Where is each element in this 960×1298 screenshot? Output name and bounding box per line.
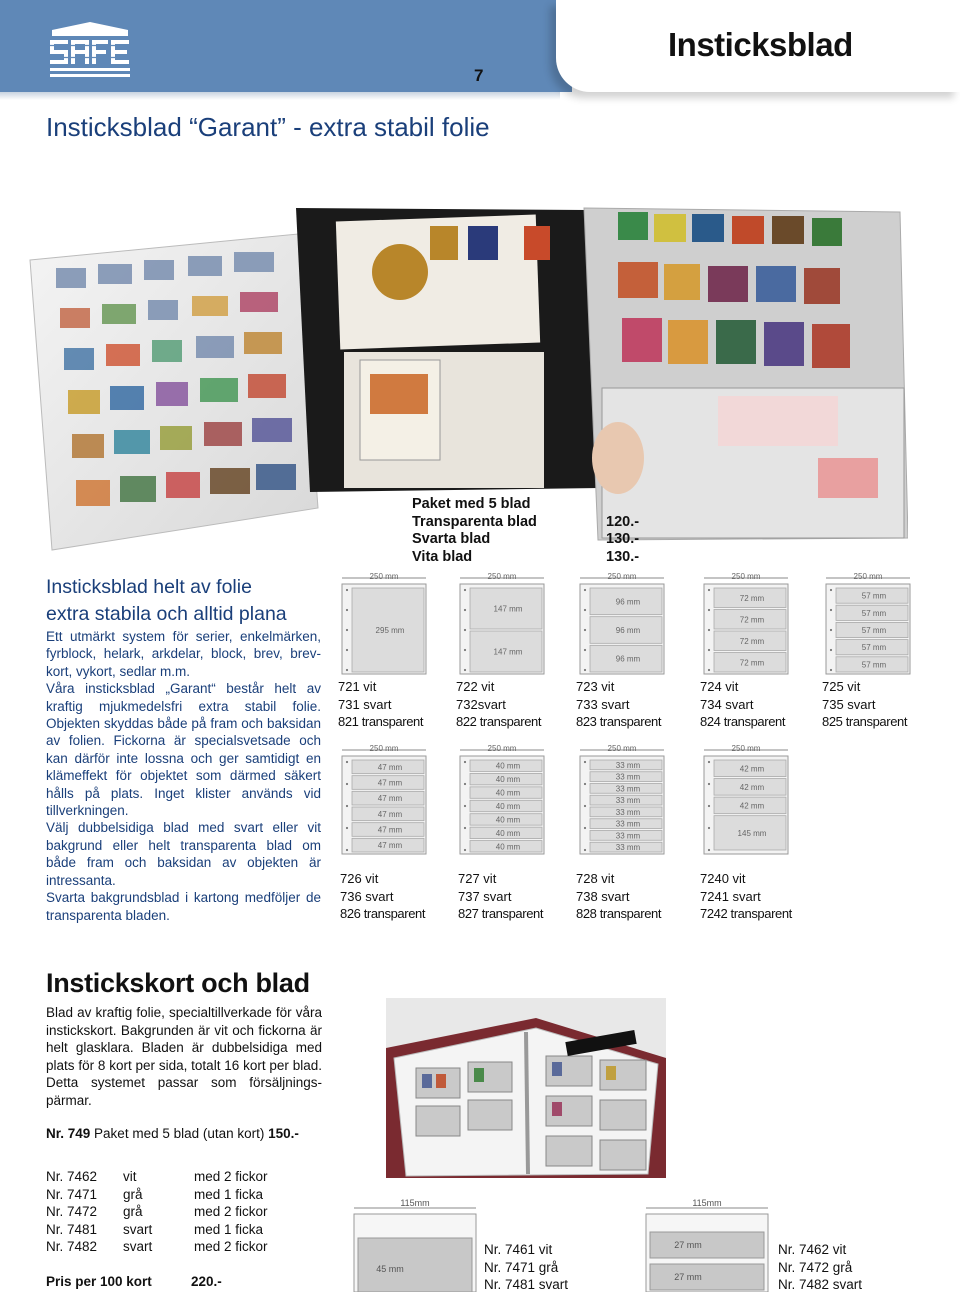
card2-width-label: 115mm xyxy=(692,1198,722,1208)
pocket-label: 72 mm xyxy=(739,636,765,646)
pocket-label: 40 mm xyxy=(495,775,521,785)
pocket-label: 72 mm xyxy=(739,615,765,625)
pocket-label: 147 mm xyxy=(493,647,523,657)
pocket-label: 96 mm xyxy=(615,597,641,607)
card-diagram-1 xyxy=(350,1198,480,1292)
sheet-labels: 725 vit 735 svart 825 transparent xyxy=(822,679,908,729)
sheet-width-label: 250 mm xyxy=(731,572,761,581)
pocket-label: 40 mm xyxy=(495,761,521,771)
card-price-table xyxy=(46,1168,268,1256)
pocket-label: 33 mm xyxy=(615,760,641,770)
card-diagram-2 xyxy=(642,1198,772,1292)
sheet-diagram xyxy=(700,572,792,676)
price-row: Vita blad 130.- xyxy=(412,548,640,565)
card2-pocket-label: 27 mm xyxy=(674,1240,702,1250)
pocket-label: 42 mm xyxy=(739,782,765,792)
pocket-label: 40 mm xyxy=(495,815,521,825)
pocket-label: 47 mm xyxy=(377,809,403,819)
section-title: Insticksblad xyxy=(668,26,853,63)
sheet-width-label: 250 mm xyxy=(487,572,517,581)
sheet-diagram xyxy=(576,744,668,856)
pocket-label: 96 mm xyxy=(615,654,641,664)
card1-pocket-label: 45 mm xyxy=(376,1264,404,1274)
safe-logo xyxy=(48,22,132,80)
pocket-label: 42 mm xyxy=(739,764,765,774)
card-price: Pris per 100 kort 220.- xyxy=(46,1274,222,1289)
pocket-label: 47 mm xyxy=(377,778,403,788)
price-row: Svarta blad 130.- xyxy=(412,531,640,547)
kort-description: Blad av kraftig folie, specialtillverkade för våra instickskort. Bakgrunden är vit och fickorna är helt glasklara. Bladen är dubbelsidiga med plats för 8 kort per sida, totalt 16 kort per blad. Detta systemet passar som försäljningspärmar. xyxy=(46,1005,322,1108)
sheet-labels: 723 vit 733 svart 823 transparent xyxy=(576,679,662,729)
sheet-diagram xyxy=(456,572,548,676)
sheet-width-label: 250 mm xyxy=(853,572,883,581)
sheet-diagram xyxy=(700,744,792,856)
kort-heading: Instickskort och blad xyxy=(46,968,310,998)
price-list xyxy=(412,496,642,566)
pocket-label: 47 mm xyxy=(377,825,403,835)
pocket-label: 33 mm xyxy=(615,784,641,794)
garant-heading: Insticksblad “Garant” - extra stabil folie xyxy=(46,112,490,142)
pocket-label: 96 mm xyxy=(615,626,641,635)
page-number: 7 xyxy=(474,66,484,85)
sheet-labels: 722 vit 732svart 822 transparent xyxy=(456,679,542,729)
pocket-label: 40 mm xyxy=(495,802,521,811)
pocket-label: 33 mm xyxy=(615,819,641,829)
sheet-diagram xyxy=(338,744,430,856)
pocket-label: 295 mm xyxy=(375,626,405,635)
pocket-label: 33 mm xyxy=(615,831,641,841)
sheet-width-label: 250 mm xyxy=(487,744,517,753)
pocket-label: 57 mm xyxy=(861,660,887,670)
card1-labels: Nr. 7461 vit Nr. 7471 grå Nr. 7481 svart xyxy=(484,1242,569,1292)
sheet-labels: 728 vit 738 svart 828 transparent xyxy=(576,871,662,921)
pocket-label: 57 mm xyxy=(861,591,887,601)
pocket-label: 47 mm xyxy=(377,762,403,772)
pocket-label: 40 mm xyxy=(495,788,521,798)
table-row: Nr. 7472 grå med 2 fickor xyxy=(46,1204,268,1219)
sheet-labels: 7240 vit 7241 svart 7242 transparent xyxy=(700,871,792,921)
sheet-labels: 727 vit 737 svart 827 transparent xyxy=(458,871,544,921)
pocket-label: 72 mm xyxy=(739,658,765,668)
card2-pocket-label: 27 mm xyxy=(674,1272,702,1282)
pocket-label: 33 mm xyxy=(615,843,641,853)
pocket-label: 57 mm xyxy=(861,608,887,618)
pocket-label: 57 mm xyxy=(861,626,887,635)
sheet-labels: 724 vit 734 svart 824 transparent xyxy=(700,679,786,729)
sheet-diagram xyxy=(338,572,430,676)
table-row: Nr. 7481 svart med 1 ficka xyxy=(46,1221,264,1237)
nr-749-line: Nr. 749 Paket med 5 blad (utan kort) 150.- xyxy=(46,1126,299,1141)
pocket-label: 40 mm xyxy=(495,828,521,838)
sheet-width-label: 250 mm xyxy=(607,572,637,581)
binder-photo xyxy=(386,998,666,1178)
pocket-label: 42 mm xyxy=(739,801,765,811)
sheet-labels: 726 vit 736 svart 826 transparent xyxy=(340,871,426,921)
pocket-label: 33 mm xyxy=(615,807,641,817)
table-row: Nr. 7482 svart med 2 fickor xyxy=(46,1239,268,1254)
sheet-labels: 721 vit 731 svart 821 transparent xyxy=(338,679,424,729)
pocket-label: 72 mm xyxy=(739,593,765,603)
sheet-diagram xyxy=(822,572,914,676)
pocket-label: 147 mm xyxy=(493,604,523,614)
table-row: Nr. 7471 grå med 1 ficka xyxy=(46,1186,264,1202)
pocket-label: 47 mm xyxy=(377,841,403,851)
header-shadow xyxy=(0,92,560,100)
pocket-label: 40 mm xyxy=(495,842,521,852)
sheet-width-label: 250 mm xyxy=(369,572,399,581)
sheet-width-label: 250 mm xyxy=(607,744,637,753)
sheet-diagram xyxy=(576,572,668,676)
sheet-width-label: 250 mm xyxy=(369,744,399,753)
sheet-width-label: 250 mm xyxy=(731,744,761,753)
card1-width-label: 115mm xyxy=(400,1198,430,1208)
price-row: Paket med 5 blad xyxy=(412,496,531,512)
pocket-label: 57 mm xyxy=(861,643,887,653)
pocket-label: 33 mm xyxy=(615,796,641,806)
card2-labels: Nr. 7462 vit Nr. 7472 grå Nr. 7482 svart xyxy=(778,1242,863,1292)
sheet-diagram xyxy=(456,744,548,856)
garant-description: Ett utmärkt system för serier, enkelmärken, fyrblock, helark, arkdelar, block, brev, brev-kort, vykort, sedlar m.m. Våra insticksblad „Garant“ består helt av kraftig mjukmedelsfri extra stabil folie. Objekten skyddas både på fram och baksidan av folien. Fickorna är specialsvetsade och kan därför inte lossna och ger samtidigt en klämeffekt för objektet som därmed säkert hålls på plats. Inget klister används vid tillverkningen. Välj dubbelsidiga blad med svart eller vit bakgrund eller helt transparenta blad om både fram och baksidan av objekten är intressanta. Svarta bakgrundsblad i kartong medföljer de transparenta bladen. xyxy=(46,629,321,923)
pocket-label: 47 mm xyxy=(377,794,403,804)
price-row: Transparenta blad 120.- xyxy=(412,513,640,530)
pocket-label: 145 mm xyxy=(737,828,767,838)
garant-subheading: Insticksblad helt av folie extra stabila och alltid plana xyxy=(46,576,287,625)
table-row: Nr. 7462 vit med 2 fickor xyxy=(46,1169,268,1184)
pocket-label: 33 mm xyxy=(615,772,641,782)
